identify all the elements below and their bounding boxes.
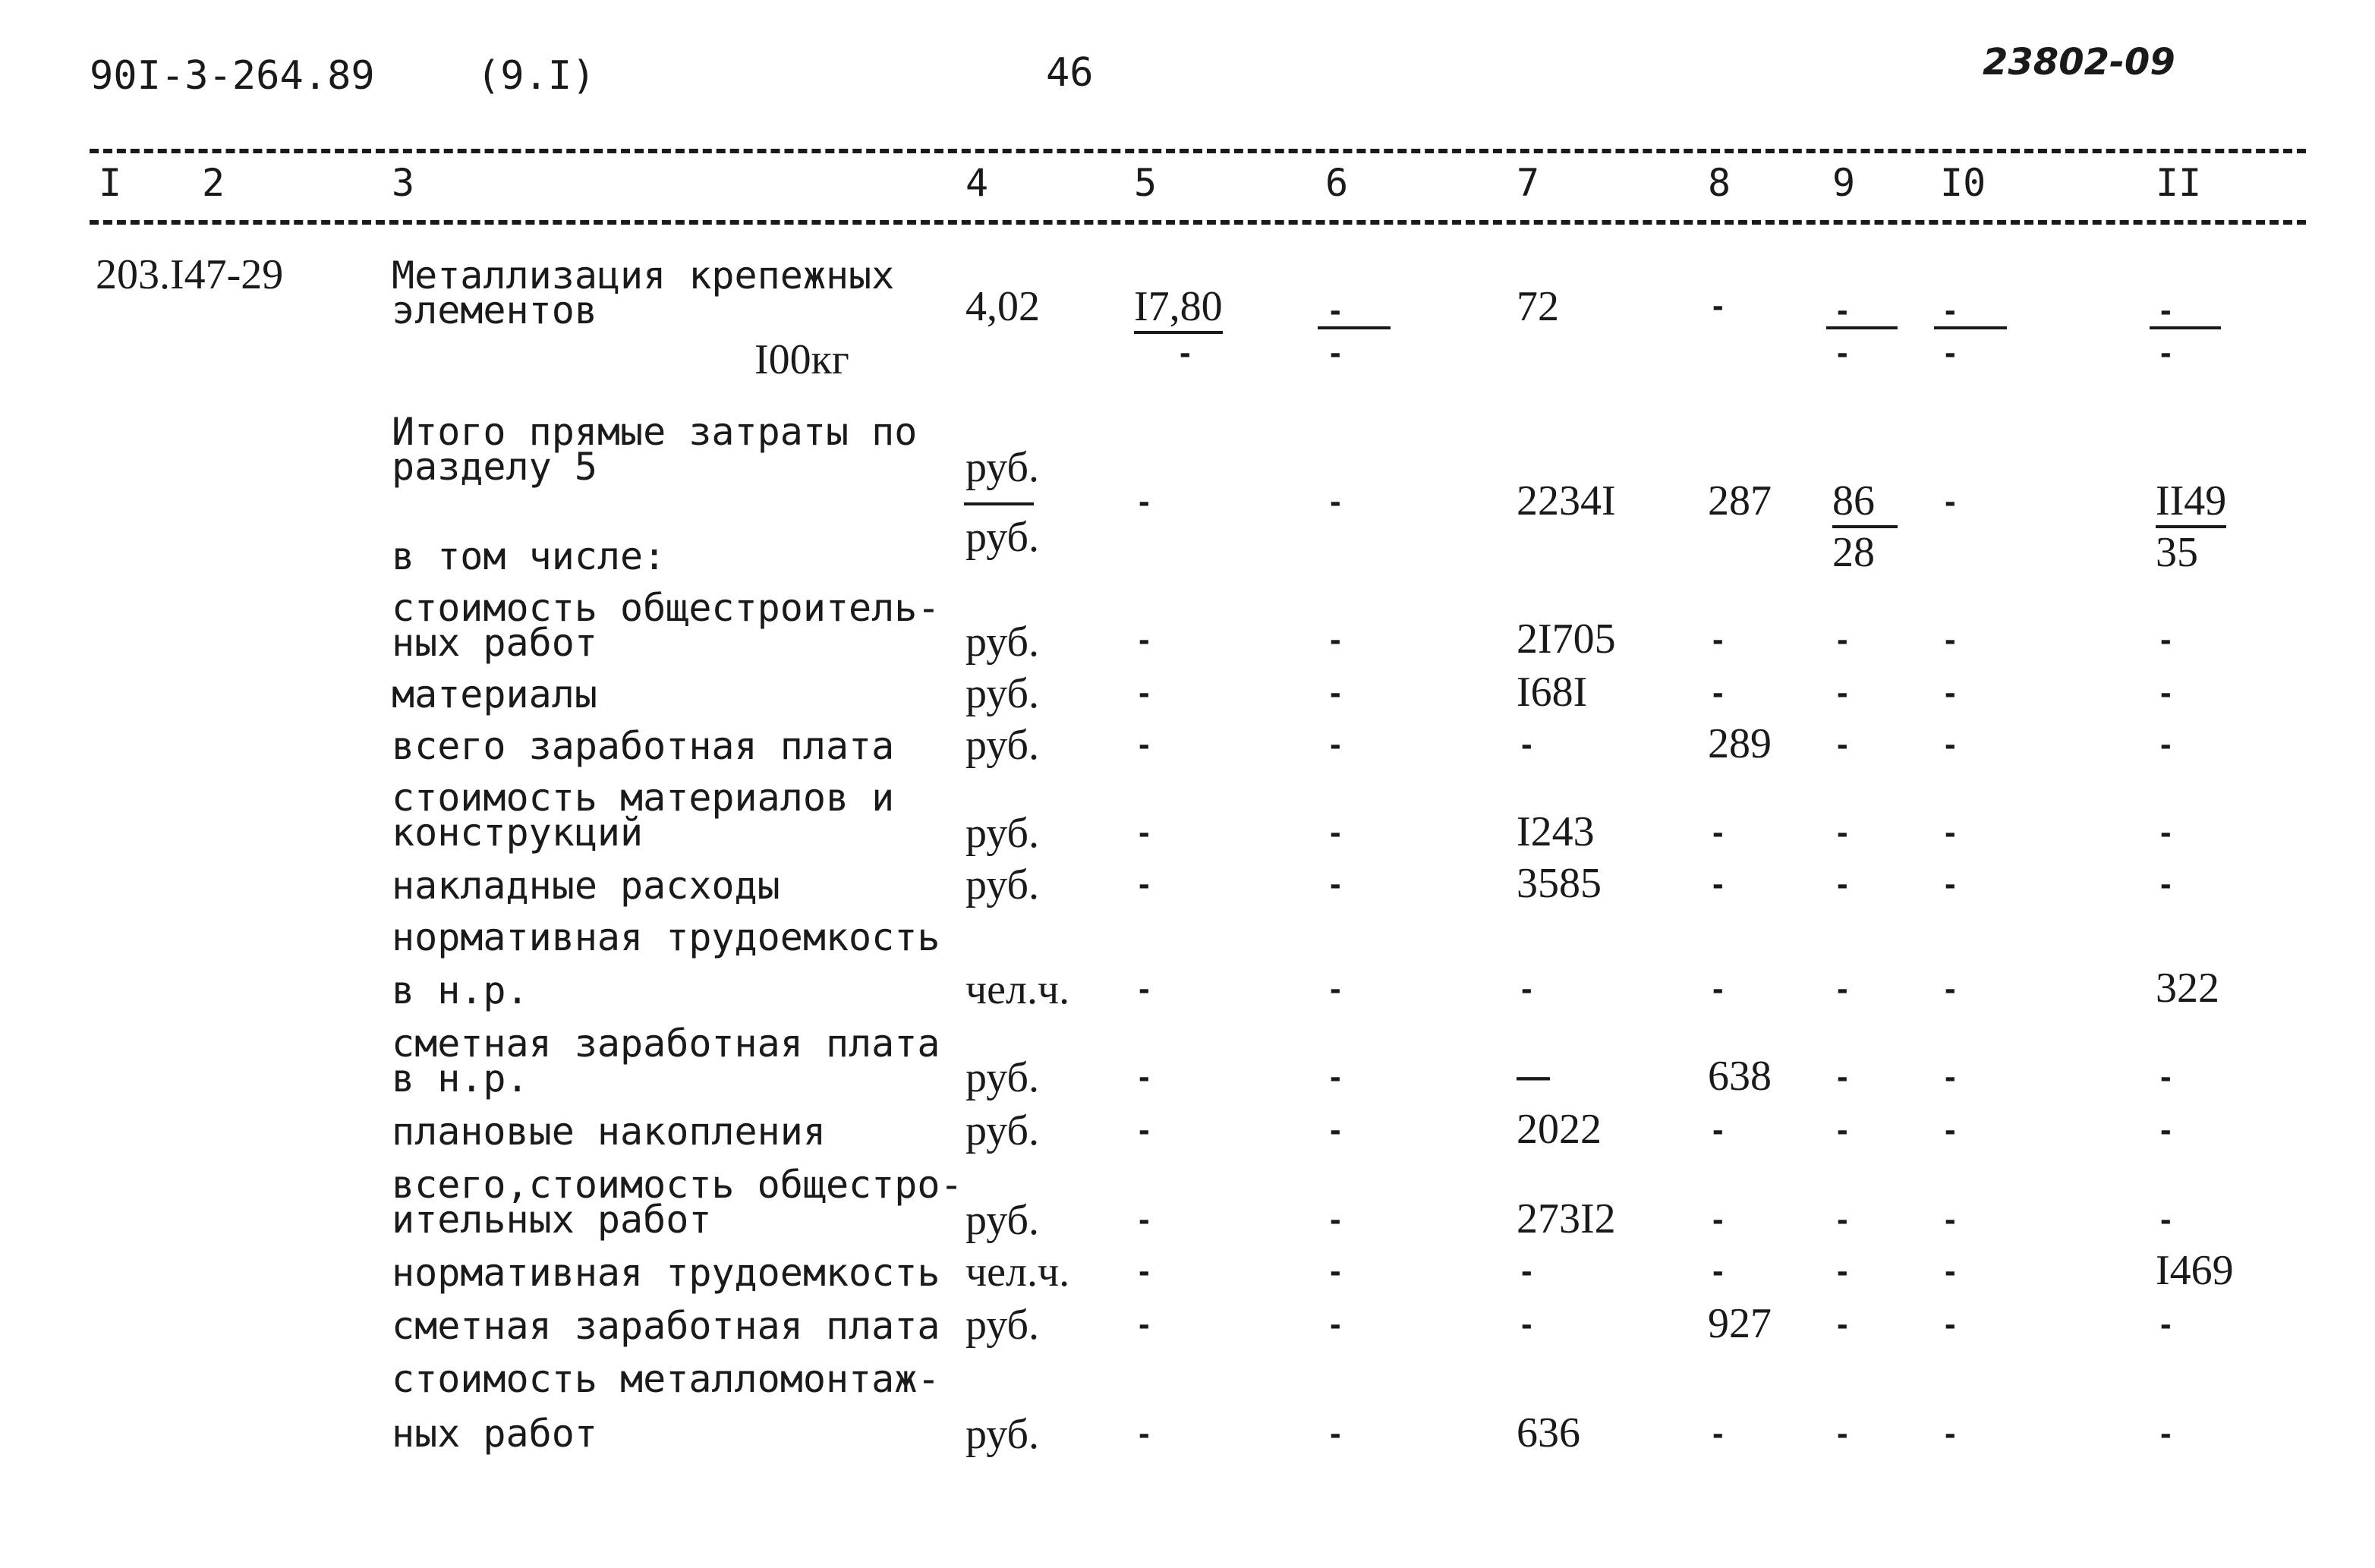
cell-col5-lower: - [1180,334,1191,371]
unit-top: руб. [965,444,1040,491]
item-name-line: Итого прямые затраты по [392,410,918,454]
unit: руб. [965,810,1040,857]
cell-col11: - [2160,865,2172,902]
unit: руб. [965,670,1040,717]
cell-col5: - [1139,1415,1150,1452]
cell-col7: 2234I [1517,477,1616,524]
cell-col7: - [1521,970,1532,1007]
cell-col6: - [1330,814,1341,851]
item-name-line: ительных работ [392,1198,712,1242]
cell-col5: - [1139,1252,1150,1289]
cell-col7: — [1517,1058,1550,1095]
cell-col9-lower: - [1837,334,1848,371]
cell-col5: - [1139,621,1150,658]
cell-col6: - [1330,1415,1341,1452]
unit-note: I00кг [754,336,849,383]
cell-col8: - [1712,287,1724,324]
cell-col11: - [2160,621,2172,658]
cell-col6: - [1330,674,1341,711]
unit: руб. [965,1302,1040,1349]
cell-col11: - [2160,1201,2172,1238]
column-header-4: 4 [965,161,989,205]
cell-col9: - [1837,1415,1848,1452]
item-name-line: стоимость металломонтаж- [392,1357,940,1401]
unit: руб. [965,1411,1040,1458]
header-bottom-rule [90,220,2306,225]
item-name-line: плановые накопления [392,1110,826,1154]
page-number: 46 [1046,50,1094,96]
cell-col7: 273I2 [1517,1195,1616,1242]
cell-col6: - [1330,483,1341,520]
cell-col10: - [1945,1058,1956,1095]
unit: руб. [965,619,1040,666]
cell-col9: - [1837,1201,1848,1238]
cell-col5: - [1139,726,1150,763]
cell-col5: I7,80 [1134,282,1223,334]
cell-col9: - [1837,970,1848,1007]
cell-col9: 86 [1832,477,1898,528]
cell-col6: - [1330,291,1341,329]
column-header-11: II [2156,161,2202,205]
item-name-line: нормативная трудоемкость [392,915,940,959]
cell-col5: - [1139,865,1150,902]
header-top-rule [90,149,2306,153]
fraction-rule [2150,326,2221,329]
item-name-line: накладные расходы [392,864,780,908]
item-name-line: элементов [392,288,597,332]
cell-col8: 927 [1708,1300,1772,1347]
cell-col7: 3585 [1517,860,1602,907]
cell-col10: - [1945,483,1956,520]
item-name-line: сметная заработная плата [392,1304,940,1348]
fraction-rule [964,502,1034,505]
cell-col6: - [1330,865,1341,902]
document-code: 90I-3-264.89 [90,53,375,99]
cell-col9: - [1837,1252,1848,1289]
cell-col7: 2I705 [1517,616,1616,663]
unit: руб. [965,1054,1040,1101]
item-code: 203.I47-29 [96,251,284,298]
cell-col11: - [2160,814,2172,851]
cell-col5: - [1139,1305,1150,1343]
cell-col11: - [2160,1415,2172,1452]
cell-col9: - [1837,674,1848,711]
unit-bottom: руб. [965,514,1040,561]
cell-col9-lower: 28 [1832,529,1875,576]
cell-col5: - [1139,814,1150,851]
item-name-line: Металлизация крепежных [392,253,895,298]
cell-col7: 2022 [1517,1106,1602,1153]
cell-col11: - [2160,291,2172,329]
cell-col6: - [1330,1111,1341,1148]
fraction-rule [1934,326,2007,329]
cell-col10: - [1945,1252,1956,1289]
cell-col10: - [1945,726,1956,763]
column-header-2: 2 [202,161,225,205]
cell-col8: - [1712,970,1724,1007]
cell-col5: - [1139,1201,1150,1238]
cell-col8: - [1712,1252,1724,1289]
cell-col7: 72 [1517,283,1559,330]
cell-col8: - [1712,865,1724,902]
column-header-3: 3 [392,161,415,205]
cell-col8: 287 [1708,477,1772,524]
cell-col9: - [1837,814,1848,851]
item-name-line: материалы [392,672,597,716]
cell-col7: - [1521,1305,1532,1343]
cell-col8: - [1712,621,1724,658]
cell-col5: - [1139,483,1150,520]
cell-col4: 4,02 [965,283,1040,330]
cell-col5: - [1139,1111,1150,1148]
cell-col11: I469 [2156,1247,2234,1294]
section-number: (9.I) [477,53,596,99]
cell-col10: - [1945,970,1956,1007]
item-name-line: в том числе: [392,534,666,578]
cell-col8: - [1712,674,1724,711]
column-header-9: 9 [1832,161,1856,205]
cell-col10: - [1945,1111,1956,1148]
cell-col7: I68I [1517,669,1588,716]
cell-col11: - [2160,726,2172,763]
item-name-line: конструкций [392,811,644,855]
cell-col11-lower: 35 [2156,529,2198,576]
cell-col7: - [1521,726,1532,763]
cell-col9: - [1837,1058,1848,1095]
cell-col9: - [1837,865,1848,902]
cell-col6: - [1330,1252,1341,1289]
item-name-line: ных работ [392,1412,597,1456]
item-name-line: нормативная трудоемкость [392,1251,940,1295]
archive-stamp-number: 23802-09 [1983,41,2175,83]
cell-col10: - [1945,674,1956,711]
item-name-line: всего заработная плата [392,724,895,768]
unit: чел.ч. [965,1248,1070,1296]
unit: руб. [965,861,1040,908]
fraction-rule [1826,326,1898,329]
item-name-line: в н.р. [392,968,529,1012]
cell-col10-lower: - [1945,334,1956,371]
cell-col8: - [1712,1111,1724,1148]
item-name-line: стоимость материалов и [392,776,895,820]
cell-col9: - [1837,621,1848,658]
unit: руб. [965,722,1040,769]
unit: руб. [965,1107,1040,1154]
item-name-line: в н.р. [392,1056,529,1100]
cell-col9: - [1837,291,1848,329]
cell-col10: - [1945,1201,1956,1238]
item-name-line: ных работ [392,621,597,665]
cell-col8: 638 [1708,1053,1772,1100]
cell-col11: - [2160,674,2172,711]
cell-col9: - [1837,1305,1848,1343]
cell-col6: - [1330,726,1341,763]
cell-col11: - [2160,1058,2172,1095]
cell-col10: - [1945,291,1956,329]
cell-col11: 322 [2156,965,2219,1012]
cell-col11: - [2160,1305,2172,1343]
cell-col10: - [1945,1305,1956,1343]
column-header-1: I [99,161,122,205]
cell-col7: - [1521,1252,1532,1289]
cell-col6: - [1330,621,1341,658]
item-name-line: сметная заработная плата [392,1022,940,1066]
column-header-8: 8 [1708,161,1731,205]
cell-col7: 636 [1517,1409,1580,1456]
cell-col6-lower: - [1330,334,1341,371]
cell-col10: - [1945,814,1956,851]
cell-col6: - [1330,970,1341,1007]
cell-col7: I243 [1517,808,1595,855]
cell-col10: - [1945,621,1956,658]
cell-col11: II49 [2156,477,2226,528]
fraction-rule [1318,326,1391,329]
unit: руб. [965,1197,1040,1244]
cell-col6: - [1330,1305,1341,1343]
item-name-line: разделу 5 [392,445,597,489]
unit: чел.ч. [965,966,1070,1013]
cell-col5: - [1139,674,1150,711]
cell-col10: - [1945,865,1956,902]
column-header-7: 7 [1517,161,1540,205]
cell-col9: - [1837,1111,1848,1148]
item-name-line: всего,стоимость общестро- [392,1163,963,1207]
cell-col8: 289 [1708,720,1772,767]
cell-col11: - [2160,1111,2172,1148]
cell-col5: - [1139,1058,1150,1095]
cell-col9: - [1837,726,1848,763]
cell-col11-lower: - [2160,334,2172,371]
cell-col8: - [1712,1201,1724,1238]
cell-col6: - [1330,1201,1341,1238]
cell-col8: - [1712,1415,1724,1452]
column-header-6: 6 [1325,161,1349,205]
cell-col8: - [1712,814,1724,851]
cell-col10: - [1945,1415,1956,1452]
column-header-10: I0 [1940,161,1986,205]
cell-col5: - [1139,970,1150,1007]
item-name-line: стоимость общестроитель- [392,586,940,630]
column-header-5: 5 [1134,161,1158,205]
cell-col6: - [1330,1058,1341,1095]
